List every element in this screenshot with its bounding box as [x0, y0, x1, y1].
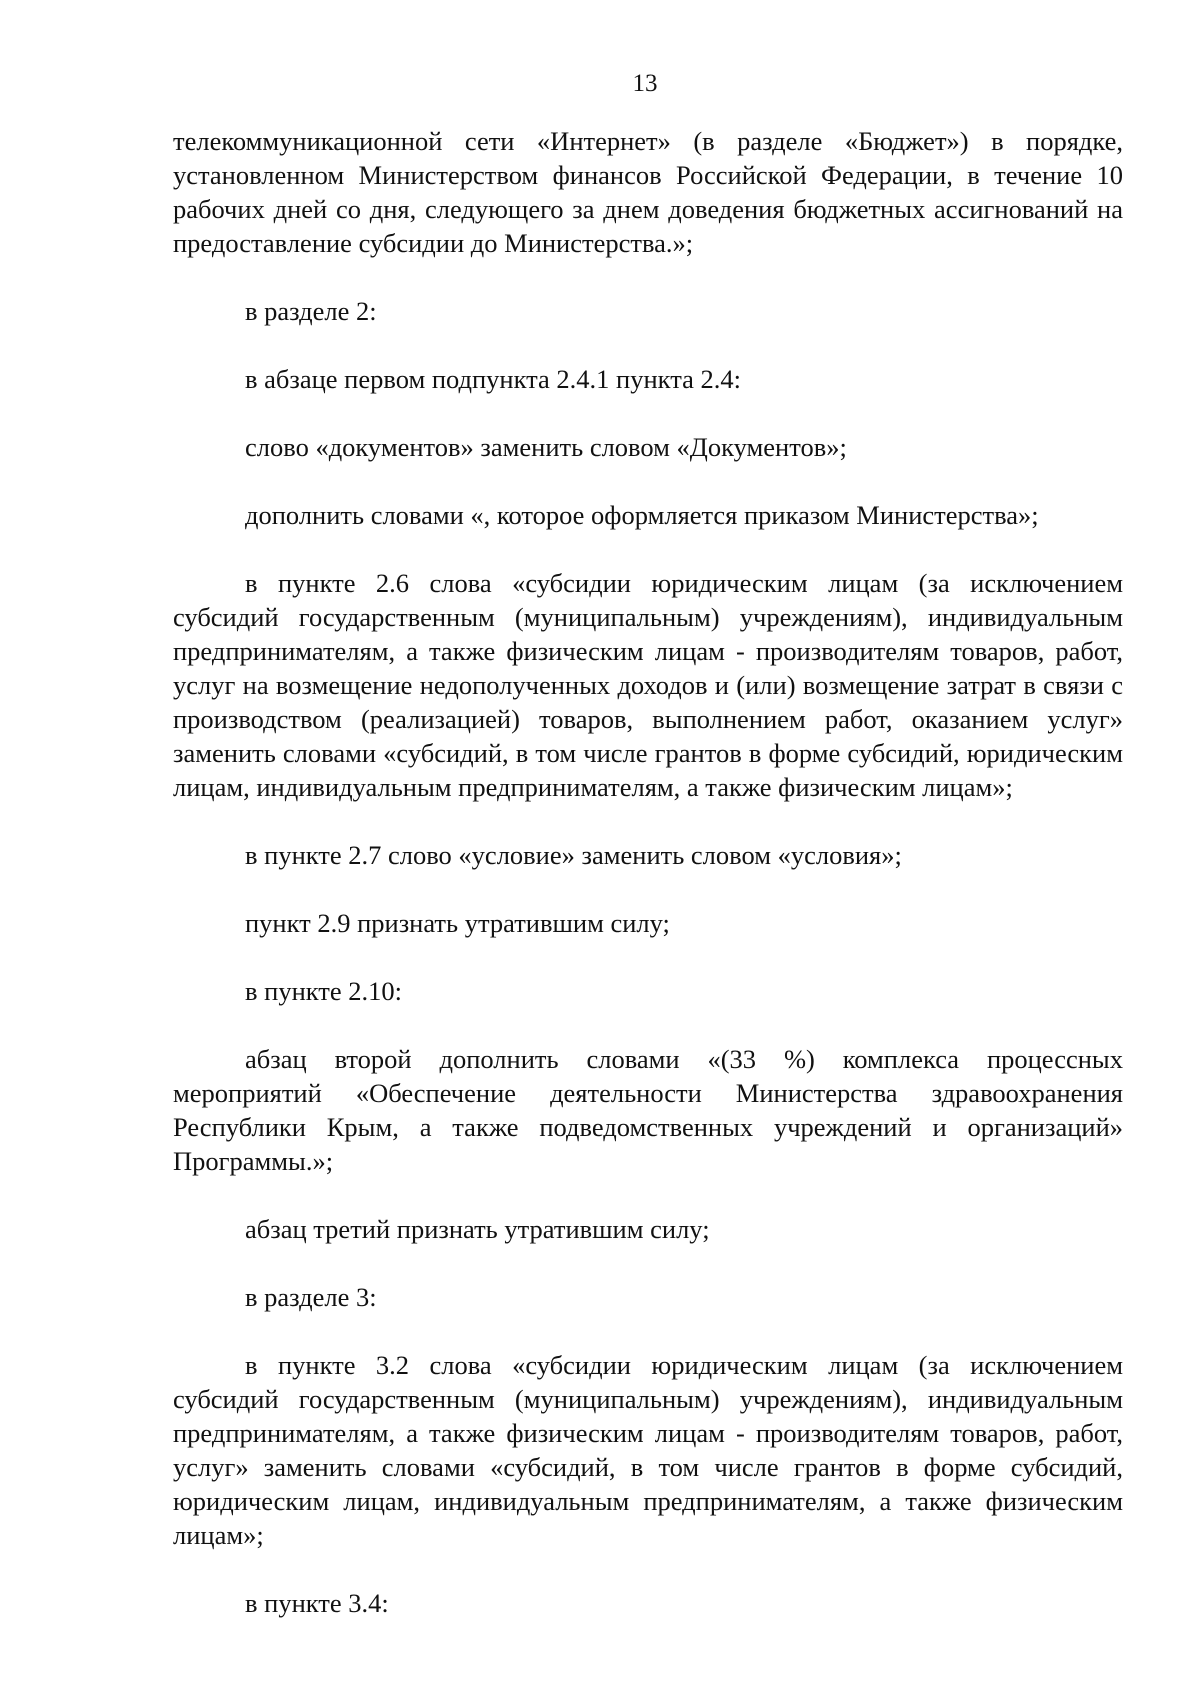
paragraph-second-abzac: абзац второй дополнить словами «(33 %) комплекса процессных мероприятий «Обеспечение деятельности Министерства здравоохранения Республики Крым, а также подведомственных учреждений и организаций» Программы.»; [173, 1044, 1123, 1176]
paragraph-point-3-4: в пункте 3.4: [245, 1588, 389, 1618]
paragraph-point-2-10: в пункте 2.10: [245, 976, 402, 1006]
paragraph-replace-word: слово «документов» заменить словом «Документов»; [245, 432, 847, 462]
paragraph-section-3: в разделе 3: [245, 1282, 377, 1312]
document-body [173, 124, 1123, 1620]
paragraph-add-words: дополнить словами «, которое оформляется приказом Министерства»; [245, 500, 1039, 530]
paragraph-subpoint-2-4-1: в абзаце первом подпункта 2.4.1 пункта 2.4: [245, 364, 741, 394]
paragraph-point-3-2: в пункте 3.2 слова «субсидии юридическим лицам (за исключением субсидий государственным (муниципальным) учреждениям), индивидуальным предпринимателям, а также физическим лицам - производителям товаров, работ, услуг» заменить словами «субсидий, в том числе грантов в форме субсидий, юридическим лицам, индивидуальным предпринимателям, а также физическим лицам»; [173, 1350, 1123, 1550]
paragraph-point-2-9: пункт 2.9 признать утратившим силу; [245, 908, 670, 938]
paragraph-section-2: в разделе 2: [245, 296, 377, 326]
paragraph-point-2-6: в пункте 2.6 слова «субсидии юридическим лицам (за исключением субсидий государственным (муниципальным) учреждениям), индивидуальным предпринимателям, а также физическим лицам - производителям товаров, работ, услуг на возмещение недополученных доходов и (или) возмещение затрат в связи с производством (реализацией) товаров, выполнением работ, оказанием услуг» заменить словами «субсидий, в том числе грантов в форме субсидий, юридическим лицам, индивидуальным предпринимателям, а также физическим лицам»; [173, 568, 1123, 802]
paragraph-third-abzac: абзац третий признать утратившим силу; [245, 1214, 710, 1244]
paragraph-point-2-7: в пункте 2.7 слово «условие» заменить словом «условия»; [245, 840, 902, 870]
paragraph-continuation: телекоммуникационной сети «Интернет» (в разделе «Бюджет») в порядке, установленном Министерством финансов Российской Федерации, в течение 10 рабочих дней со дня, следующего за днем доведения бюджетных ассигнований на предоставление субсидии до Министерства.»; [173, 126, 1123, 258]
page-number: 13 [632, 70, 658, 97]
